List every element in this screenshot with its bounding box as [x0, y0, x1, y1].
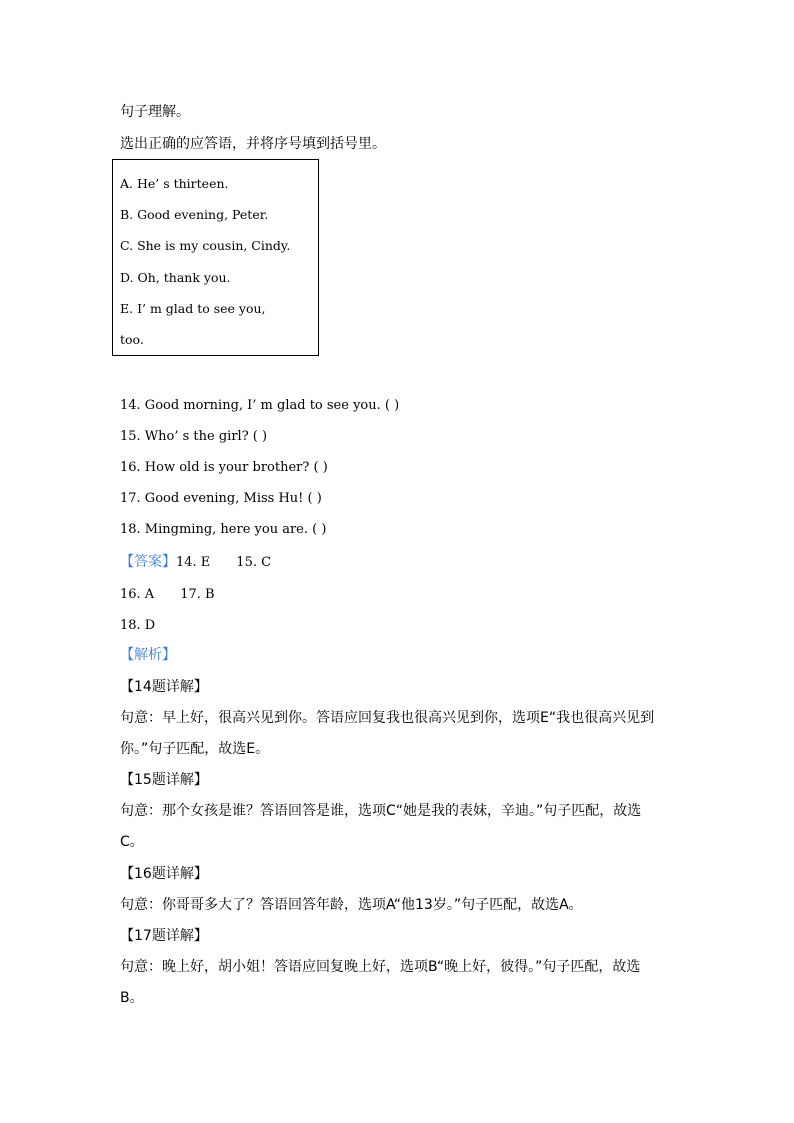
detail-17-title: 【17题详解】 [120, 928, 208, 944]
section-title: 句子理解。 [120, 104, 190, 120]
option-b: B. Good evening, Peter. [120, 207, 269, 222]
answer-17: 17. B [180, 587, 215, 602]
option-d: D. Oh, thank you. [120, 270, 231, 285]
option-e: E. I’ m glad to see you, [120, 301, 266, 316]
answer-row-2 [120, 587, 215, 603]
detail-16-title: 【16题详解】 [120, 866, 208, 882]
instruction: 选出正确的应答语，并将序号填到括号里。 [120, 136, 386, 152]
options-box [112, 159, 319, 356]
option-c: C. She is my cousin, Cindy. [120, 238, 291, 253]
detail-16-line-1: 句意：你哥哥多大了？答语回答年龄，选项A“他13岁。”句子匹配，故选A。 [120, 897, 583, 913]
detail-14-line-1: 句意：早上好，很高兴见到你。答语应回复我也很高兴见到你，选项E“我也很高兴见到 [120, 710, 655, 726]
question-14: 14. Good morning, I’ m glad to see you. ( ) [120, 398, 400, 413]
answer-15: 15. C [236, 555, 272, 570]
option-a: A. He’ s thirteen. [120, 176, 229, 191]
detail-15-title: 【15题详解】 [120, 772, 208, 788]
answer-18: 18. D [120, 618, 156, 633]
question-17: 17. Good evening, Miss Hu! ( ) [120, 491, 322, 506]
detail-15-line-1: 句意：那个女孩是谁？答语回答是谁，选项C“她是我的表妹，辛迪。”句子匹配，故选 [120, 803, 642, 819]
detail-14-title: 【14题详解】 [120, 679, 208, 695]
detail-14-line-2: 你。”句子匹配，故选E。 [120, 741, 270, 757]
answer-row-1 [120, 554, 271, 571]
option-e-continued: too. [120, 332, 144, 347]
answer-tag: 【答案】 [120, 554, 176, 570]
detail-17-line-2: B。 [120, 990, 144, 1006]
question-18: 18. Mingming, here you are. ( ) [120, 522, 327, 537]
analysis-tag: 【解析】 [120, 647, 176, 663]
answer-16: 16. A [120, 587, 155, 602]
answer-14: 14. E [176, 555, 211, 570]
detail-17-line-1: 句意：晚上好，胡小姐！答语应回复晚上好，选项B“晚上好，彼得。”句子匹配，故选 [120, 959, 641, 975]
question-16: 16. How old is your brother? ( ) [120, 460, 328, 475]
detail-15-line-2: C。 [120, 834, 144, 850]
question-15: 15. Who’ s the girl? ( ) [120, 429, 268, 444]
